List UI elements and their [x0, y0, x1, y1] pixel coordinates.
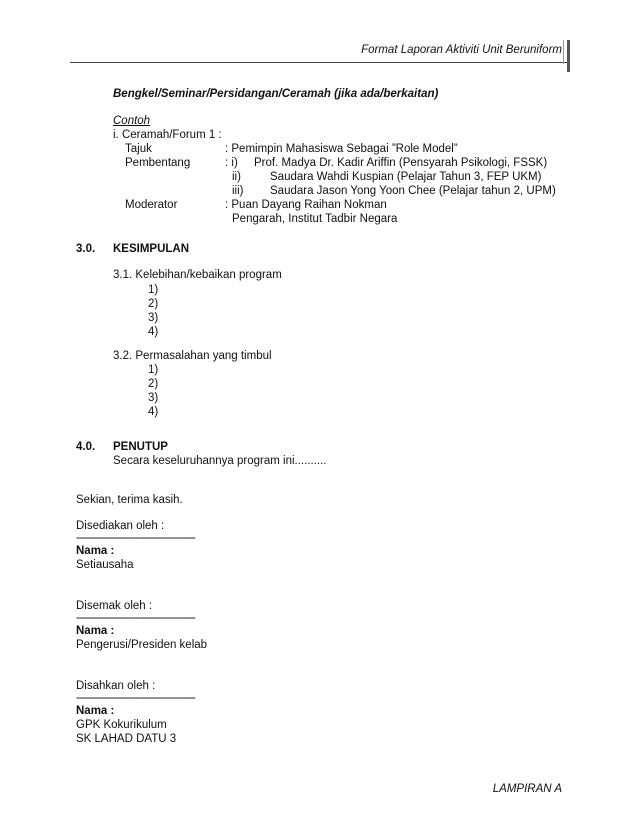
- closing-text: Sekian, terima kasih.: [76, 494, 183, 506]
- signature-role: Setiausaha: [76, 559, 134, 571]
- kesimpulan-heading: KESIMPULAN: [113, 243, 190, 255]
- signature-label: Disediakan oleh :: [76, 520, 165, 532]
- kelebihan-item: 3): [148, 312, 159, 324]
- penutup-number: 4.0.: [76, 441, 96, 453]
- pembentang-1-num: : i): [225, 157, 238, 169]
- signature-line: ------------------------------------------: [76, 532, 195, 544]
- signature-line: ------------------------------------------: [76, 612, 195, 624]
- pembentang-3: Saudara Jason Yong Yoon Chee (Pelajar tahun 2, UPM): [270, 185, 556, 197]
- signature-label: Disahkan oleh :: [76, 680, 156, 692]
- permasalahan-subheading: 3.2. Permasalahan yang timbul: [113, 350, 272, 362]
- pembentang-2: Saudara Wahdi Kuspian (Pelajar Tahun 3, FEP UKM): [270, 171, 542, 183]
- kelebihan-item: 2): [148, 298, 159, 310]
- penutup-text: Secara keseluruhannya program ini..........: [113, 455, 327, 467]
- signature-name-label: Nama :: [76, 625, 115, 637]
- kesimpulan-number: 3.0.: [76, 243, 96, 255]
- header-title: Format Laporan Aktiviti Unit Beruniform: [361, 44, 562, 56]
- pembentang-2-num: ii): [232, 171, 241, 183]
- penutup-heading: PENUTUP: [113, 441, 168, 453]
- header-divider: [70, 62, 570, 63]
- moderator-title: Pengarah, Institut Tadbir Negara: [232, 213, 398, 225]
- signature-line: ------------------------------------------: [76, 692, 195, 704]
- signature-role: Pengerusi/Presiden kelab: [76, 639, 208, 651]
- header-edge-bar: [567, 40, 570, 72]
- pembentang-label: Pembentang: [125, 157, 191, 169]
- pembentang-3-num: iii): [232, 185, 244, 197]
- kelebihan-subheading: 3.1. Kelebihan/kebaikan program: [113, 269, 282, 281]
- contoh-label: Contoh: [113, 115, 151, 127]
- moderator-label: Moderator: [125, 199, 178, 211]
- moderator-value: : Puan Dayang Raihan Nokman: [225, 199, 387, 211]
- tajuk-value: : Pemimpin Mahasiswa Sebagai ”Role Model”: [225, 143, 458, 155]
- footer-lampiran: LAMPIRAN A: [492, 783, 562, 795]
- signature-name-label: Nama :: [76, 545, 115, 557]
- bengkel-heading: Bengkel/Seminar/Persidangan/Ceramah (jika ada/berkaitan): [113, 88, 439, 100]
- signature-label: Disemak oleh :: [76, 600, 153, 612]
- tajuk-label: Tajuk: [125, 143, 152, 155]
- signature-role: GPK Kokurikulum: [76, 719, 167, 731]
- kelebihan-item: 4): [148, 326, 159, 338]
- permasalahan-item: 2): [148, 378, 159, 390]
- permasalahan-item: 4): [148, 406, 159, 418]
- signature-role-secondary: SK LAHAD DATU 3: [76, 733, 177, 745]
- permasalahan-item: 1): [148, 364, 159, 376]
- pembentang-1: Prof. Madya Dr. Kadir Ariffin (Pensyarah Psikologi, FSSK): [254, 157, 548, 169]
- signature-name-label: Nama :: [76, 705, 115, 717]
- permasalahan-item: 3): [148, 392, 159, 404]
- header-edge-mark: [563, 40, 564, 64]
- ceramah-item: i. Ceramah/Forum 1 :: [113, 129, 222, 141]
- kelebihan-item: 1): [148, 284, 159, 296]
